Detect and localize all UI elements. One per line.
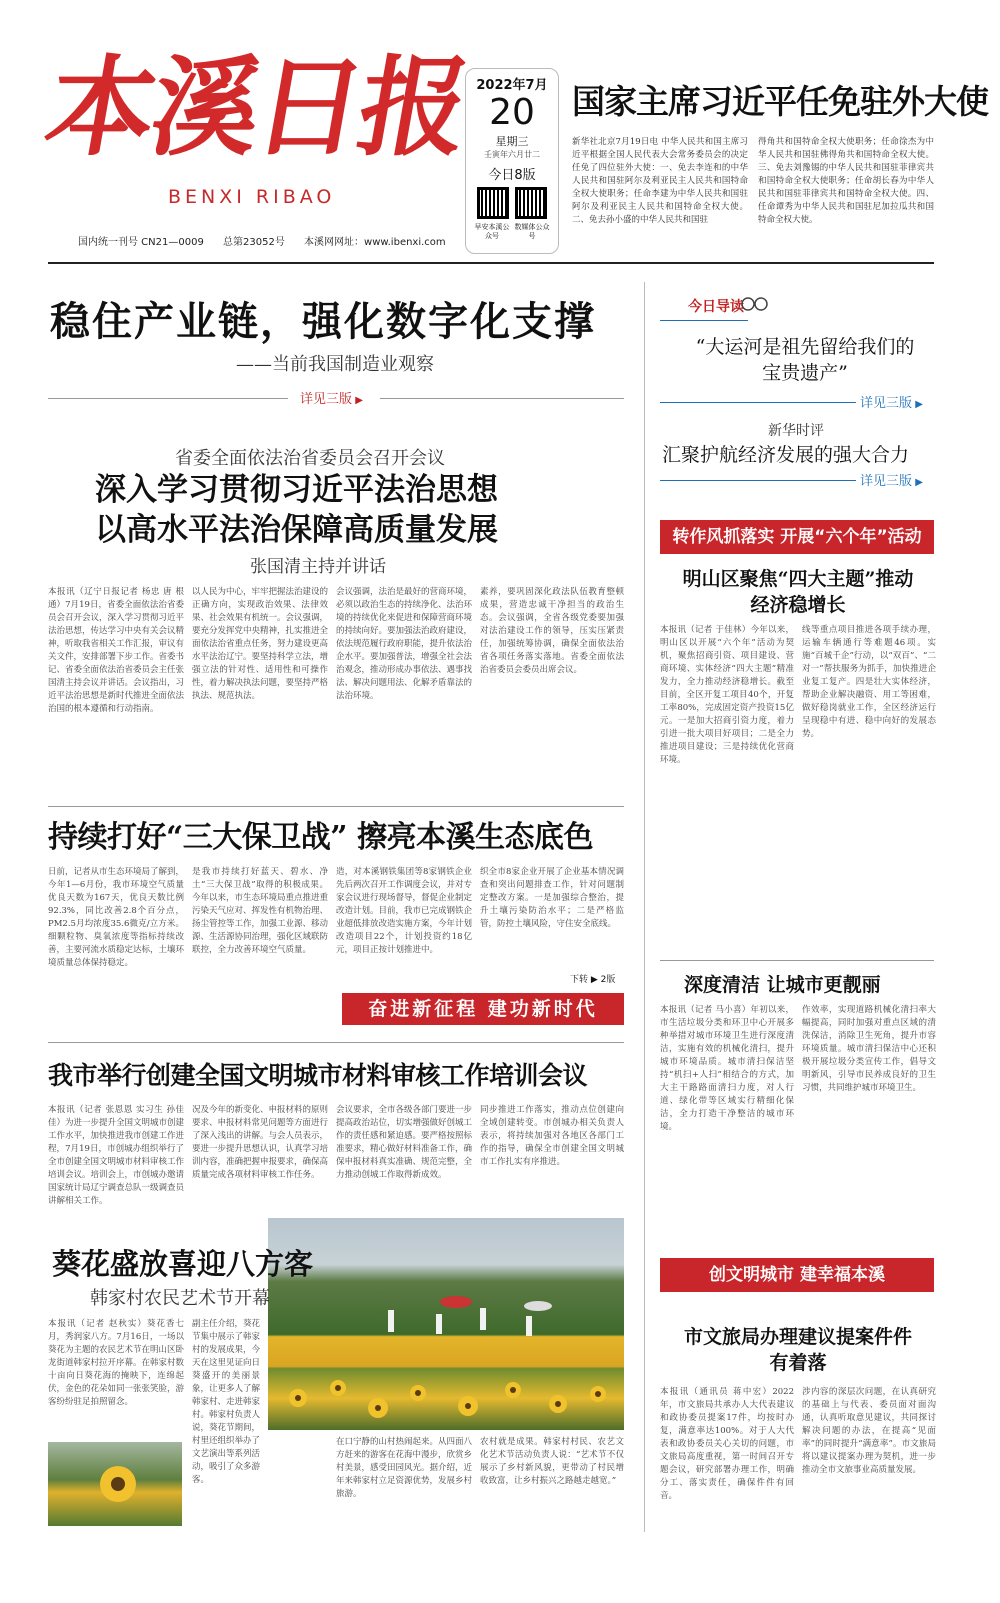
logo-romaji: BENXI RIBAO — [168, 186, 336, 208]
lead-subtitle: ——当前我国制造业观察 — [236, 354, 434, 375]
top-news-body-right: 得角共和国特命全权大使职务；任命徐杰为中华人民共和国驻佛得角共和国特命全权大使。三、免去刘豫锡的中华人民共和国驻菲律宾共和国特命全权大使职务；任命胡长春为中华人民共和国驻菲律宾共和国特命全权大使。四、任命谭秀为中华人民共和国驻尼加拉瓜共和国特命全权大使。 — [758, 137, 934, 225]
story3-column: 会议要求，全市各级各部门要进一步提高政治站位，切实增强做好创城工作的责任感和紧迫感。要严格按照标准要求，精心做好材料准备工作，确保申报材料真实准确、规范完整，全力推动创城工作取得新成效。 — [336, 1105, 472, 1180]
divider — [380, 398, 624, 399]
lead-headline[interactable]: 稳住产业链，强化数字化支撑 — [50, 298, 596, 345]
slogan-banner: 奋进新征程 建功新时代 — [342, 993, 624, 1025]
story1-column: 素养，要巩固深化政法队伍教育整顿成果，营造忠诚干净担当的政治生态。会议强调，全省各级党委要加强对法治建设工作的领导，压实压紧责任，加强统筹协调，确保全面依法治省各项任务落实落地。省委全面依法治省委员会委员出席会议。 — [480, 587, 624, 675]
newspaper-logo — [36, 38, 476, 198]
guide-item-1-more[interactable]: 详见三版 ▶ — [860, 392, 923, 411]
lunar-date: 壬寅年六月廿二 — [484, 150, 540, 159]
divider — [48, 806, 624, 807]
top-news-body-left: 新华社北京7月19日电 中华人民共和国主席习近平根据全国人民代表大会常务委员会的决定任免了四位驻外大使：一、免去李连和的中华人民共和国驻阿尔及利亚民主人民共和国特命全权大使职务；任命李建为中华人民共和国驻阿尔及利亚民主人民共和国特命全权大使。二、免去孙小盛的中华人民共和国驻 — [572, 137, 748, 225]
story-b-headline[interactable]: 深度清洁 让城市更靓丽 — [684, 974, 881, 996]
guide-item-2-more[interactable]: 详见三版 ▶ — [860, 470, 923, 489]
story2-turn[interactable]: 下转 ▶ 2版 — [570, 975, 616, 985]
story1-headline-2[interactable]: 以高水平法治保障高质量发展 — [95, 512, 498, 548]
top-news-headline[interactable]: 国家主席习近平任免驻外大使 — [572, 82, 988, 121]
divider — [660, 480, 856, 481]
sunflower-closeup-photo — [48, 1442, 182, 1526]
civilization-banner: 创文明城市 建幸福本溪 — [660, 1258, 934, 1292]
story2-column: 日前，记者从市生态环境局了解到，今年1—6月份，我市环境空气质量优良天数为167天，优良天数比例92.3%，同比改善2.8个百分点，PM2.5月均浓度35.6微克/立方米。细颗粒物、臭氧浓度等指标持续改善，主要河流水质稳定达标，土壤环境质量总体保持稳定。 — [48, 867, 184, 968]
story-c-column: 本报讯（通讯员 蒋中宏）2022年，市文旅局共承办人大代表建议和政协委员提案17件，均按时办复，满意率达100%。对于人大代表和政协委员关心关切的问题，市文旅局高度重视，第一时间召开专题会议，研究部署办理工作，明确分工、落实责任，确保件件有回音。 — [660, 1387, 794, 1501]
story-b-column: 本报讯（记者 马小喜）年初以来，市生活垃圾分类和环卫中心开展多种举措对城市环境卫生进行深度清洁，实施有效的机械化清扫，提升城市环境品质。城市清扫保洁坚持“机扫+人扫”相结合的方式，加大主干路路面清扫力度，对人行道、绿化带等区域实行精细化保洁，全力打造干净整洁的城市环境。 — [660, 1005, 794, 1132]
story4-column: 农村就是成果。韩家村村民、农艺文化艺术节活动负责人说：“艺术节不仅展示了乡村新风貌，更带动了村民增收致富，让乡村振兴之路越走越宽。” — [480, 1437, 624, 1486]
story3-column: 本报讯（记者 张恩恩 实习生 孙佳佳）为进一步提升全国文明城市创建工作水平，加快推进我市创建工作进程，7月19日，市创城办组织举行了全市创建全国文明城市材料审核工作培训会议。培训会上，市创城办邀请国家统计局辽宁调查总队一级调查员讲解相关工作。 — [48, 1105, 184, 1206]
story4-subtitle: 韩家村农民艺术节开幕 — [90, 1288, 270, 1309]
page-count: 今日8版 — [488, 168, 536, 183]
logo-text: 本溪日报 — [36, 45, 476, 171]
sunflower-closeup-illustration — [48, 1442, 182, 1526]
story2-column: 织全市8家企业开展了企业基本情况调查和突出问题排查工作，针对问题制定整改方案。一是加强综合整治，提升土壤污染防治水平；二是严格监管，防控土壤风险，守住安全底线。 — [480, 867, 624, 929]
divider — [48, 1042, 624, 1043]
story4-column: 在口宁静的山村热闹起来。从四面八方赶来的游客在花海中漫步，欣赏乡村美景，感受田园风光。据介绍，近年来韩家村立足资源优势，发展乡村旅游。 — [336, 1437, 472, 1499]
date-weekday: 星期三 — [495, 135, 529, 148]
lead-more-link[interactable]: 详见三版 ▶ — [300, 388, 363, 407]
story1-byline: 张国清主持并讲话 — [250, 557, 386, 577]
column-divider — [644, 282, 645, 1532]
story3-column: 同步推进工作落实，推动点位创建向全域创建转变。市创城办相关负责人表示，将持续加强对各地区各部门工作的指导，确保全市创建全国文明城市工作扎实有序推进。 — [480, 1105, 624, 1167]
story4-column: 本报讯（记者 赵秋实）葵花香七月，秀润家八方。7月16日，一场以葵花为主题的农民艺术节在明山区卧龙街道韩家村拉开序幕。在韩家村数十亩向日葵花海的掩映下，连绵起伏，金色的花朵如同一张张笑脸，游客纷纷驻足拍照留念。 — [48, 1319, 184, 1407]
story3-column: 况及今年的新变化、申报材料的原则要求、申报材料常见问题等方面进行了深入浅出的讲解。与会人员表示，要进一步提升思想认识，认真学习培训内容，准确把握申报要求，确保高质量完成各项材料审核工作任务。 — [192, 1105, 328, 1180]
story-c-column: 涉内容的深层次问题，在认真研究的基础上与代表、委员面对面沟通，认真听取意见建议，共同探讨解决问题的办法，在提高“见面率”的同时提升“满意率”。市文旅局将以建议提案办理为契机，进一步推动全市文旅事业高质量发展。 — [802, 1387, 936, 1475]
story-a-column: 线等重点项目推进各项手续办理，运输车辆通行等难题46项。实施“百城千企”行动，以“双百”、“二对一”帮扶服务为抓手，加快推进企业复工复产。四是壮大实体经济，帮助企业解决融资、用工等困难，做好稳岗就业工作，全区经济运行呈现稳中有进、稳中向好的发展态势。 — [802, 625, 936, 739]
guide-item-2[interactable]: 汇聚护航经济发展的强大合力 — [662, 444, 910, 466]
qr-code-icon[interactable] — [477, 187, 509, 219]
guide-item-2-kicker: 新华时评 — [768, 423, 824, 439]
story1-kicker: 省委全面依法治省委员会召开会议 — [175, 448, 445, 469]
story2-column: 造，对本溪钢铁集团等8家钢铁企业先后两次召开工作调度会议，并对专家会议进行现场督导，督促企业制定改造计划。目前，我市已完成钢铁企业超低排放改造实施方案，今年计划改造项目22个，计划投资约18亿元，项目正按计划推进中。 — [336, 867, 472, 955]
masthead-divider — [48, 262, 934, 264]
total-issue: 总第23052号 — [223, 237, 285, 248]
story-b-column: 作效率，实现道路机械化清扫率大幅提高，同时加强对重点区域的清洗保洁，消除卫生死角，提升市容环境质量。城市清扫保洁中心还积极开展垃圾分类宣传工作，倡导文明新风，引导市民养成良好的卫生习惯，共同维护城市环境卫生。 — [802, 1005, 936, 1093]
story-a-headline[interactable]: 明山区聚焦“四大主题”推动经济稳增长 — [682, 568, 914, 616]
story1-column: 会议强调，法治是最好的营商环境，必须以政治生态的持续净化、法治环境的持续优化来促进和保障营商环境的持续向好。要加强法治政府建设，依法规范履行政府职能，提升依法治企水平。要加强普法，增强全社会法治观念，推动形成办事依法、遇事找法、解决问题用法、化解矛盾靠法的法治环境。 — [336, 587, 472, 701]
story1-column: 以人民为中心，牢牢把握法治建设的正确方向，实现政治效果、法律效果、社会效果有机统一。会议强调，要充分发挥党中央精神，扎实推进全面依法治省重点任务，努力建设更高水平法治辽宁。要坚持科学立法，增强立法的针对性、适用性和可操作性，着力解决执法问题，要坚持严格执法、规范执法。 — [192, 587, 328, 701]
campaign-banner: 转作风抓落实 开展“六个年”活动 — [660, 520, 934, 554]
story3-headline[interactable]: 我市举行创建全国文明城市材料审核工作培训会议 — [48, 1061, 588, 1090]
story4-headline[interactable]: 葵花盛放喜迎八方客 — [52, 1247, 314, 1281]
qr-caption: 数媒体公众号 — [514, 223, 550, 240]
date-box — [465, 68, 559, 254]
serial-number: 国内统一刊号 CN21—0009 — [78, 237, 204, 248]
website[interactable]: 本溪网网址：www.ibenxi.com — [304, 237, 446, 248]
story2-column: 是我市持续打好蓝天、碧水、净土“三大保卫战”取得的积极成果。今年以来，市生态环境局重点推进重污染天气应对、挥发性有机物治理、扬尘管控等工作，加强工业源、移动源、生活源协同治理，强化区域联防联控，全力改善环境空气质量。 — [192, 867, 328, 955]
divider — [660, 960, 934, 961]
sunflower-field-illustration — [268, 1218, 624, 1430]
guide-underline — [660, 320, 748, 321]
publication-info — [78, 233, 462, 248]
qr-code-icon[interactable] — [515, 187, 547, 219]
guide-label: 今日导读 — [688, 299, 744, 315]
story1-column: 本报讯（辽宁日报记者 杨忠 唐 根通）7月19日，省委全面依法治省委员会召开会议，深入学习贯彻习近平法治思想，传达学习中央有关会议精神，听取我省相关工作汇报，审议有关文件，安排部署下步工作。省委书记、省委全面依法治省委员会主任张国清主持会议并讲话。会议指出，习近平法治思想是新时代推进全面依法治国的根本遵循和行动指南。 — [48, 587, 184, 714]
story4-column: 副主任介绍，葵花节集中展示了韩家村的发展成果，今天在这里见证向日葵盛开的美丽景象，让更多人了解韩家村、走进韩家村。韩家村负责人说，葵花节期间，村里还组织举办了文艺演出等系列活动，吸引了众多游客。 — [192, 1319, 260, 1485]
story1-headline-1[interactable]: 深入学习贯彻习近平法治思想 — [95, 472, 498, 508]
qr-caption: 早安本溪公众号 — [474, 223, 510, 240]
guide-item-1[interactable]: “大运河是祖先留给我们的宝贵遗产” — [695, 336, 915, 384]
divider — [48, 398, 288, 399]
date-day: 20 — [489, 92, 535, 133]
sunflower-field-photo — [268, 1218, 624, 1430]
glasses-icon — [740, 290, 768, 314]
story-a-column: 本报讯（记者 于佳林）今年以来，明山区以开展“六个年”活动为契机，聚焦招商引资、项目建设、营商环境、实体经济“四大主题”精准发力，全力推动经济稳增长。截至目前，全区开复工项目40个，开复工率80%，完成固定资产投资15亿元。一是加大招商引资力度，着力引进一批大项目好项目；二是全力推进项目建设；三是持续优化营商环境。 — [660, 625, 794, 765]
story-c-headline[interactable]: 市文旅局办理建议提案件件有着落 — [683, 1326, 912, 1374]
date-year-month: 2022年7月 — [476, 78, 548, 93]
divider — [660, 402, 856, 403]
story2-headline[interactable]: 持续打好“三大保卫战” 擦亮本溪生态底色 — [48, 820, 593, 855]
